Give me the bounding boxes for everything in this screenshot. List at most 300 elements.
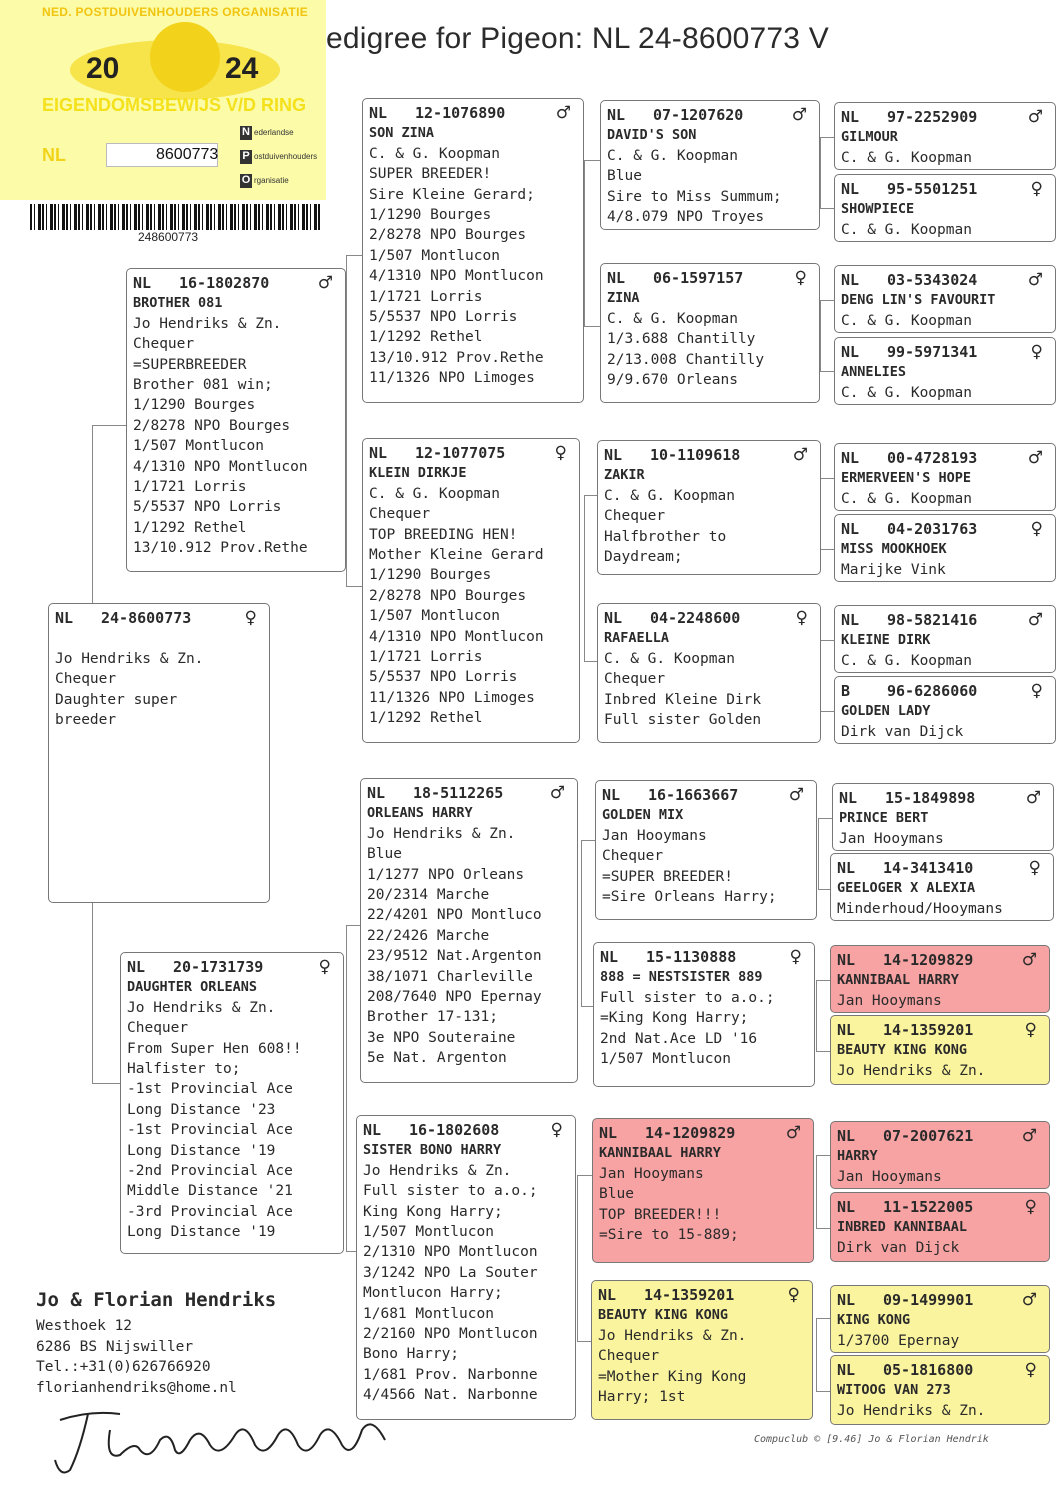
pigeon-name: MISS MOOKHOEK [841, 541, 947, 558]
pigeon-detail-line: 5/5537 NPO Lorris [369, 669, 518, 686]
pigeon-ring [55, 608, 191, 628]
pigeon-name: RAFAELLA [604, 630, 670, 647]
country-code: NL [127, 958, 146, 976]
pigeon-detail-line: TOP BREEDER!!! [599, 1206, 722, 1223]
pigeon-detail-line: Jo Hendriks & Zn. [367, 825, 516, 842]
pigeon-name: DAUGHTER ORLEANS [127, 979, 258, 996]
pigeon-detail-line: Full sister to a.o.; [363, 1183, 538, 1200]
page-title: edigree for Pigeon: NL 24-8600773 V [326, 22, 829, 55]
pigeon-details [837, 1401, 1043, 1421]
pigeon-card-nl-14-1359201-g [830, 1015, 1050, 1085]
ring-number: 10-1109618 [650, 446, 741, 464]
pigeon-ring [600, 947, 736, 967]
pigeon-header [841, 519, 1049, 539]
female-symbol-icon: ♀ [789, 947, 802, 967]
pigeon-detail-line: Mother Kleine Gerard [369, 547, 544, 564]
female-symbol-icon: ♀ [1028, 858, 1041, 878]
pigeon-card-nl-07-2007621 [830, 1121, 1050, 1189]
pigeon-name: KLEIN DIRKJE [369, 465, 467, 482]
pigeon-header [367, 783, 571, 803]
owner-email[interactable]: florianhendriks@home.nl [36, 1379, 237, 1396]
pigeon-name: KING KONG [837, 1312, 911, 1329]
barcode [30, 204, 320, 230]
pigeon-detail-line: Halfister to; [127, 1061, 241, 1078]
connector [816, 1155, 831, 1229]
pigeon-name: GILMOUR [841, 129, 898, 146]
pigeon-detail-line: =SUPERBREEDER [133, 356, 247, 373]
ring-certificate-title: EIGENDOMSBEWIJS V/D RING [42, 95, 307, 115]
pigeon-detail-line: SUPER BREEDER! [369, 166, 492, 183]
owner-street: Westhoek 12 [36, 1318, 133, 1335]
pigeon-ring [841, 270, 977, 290]
pigeon-name: SHOWPIECE [841, 201, 915, 218]
pigeon-detail-line: Marijke Vink [841, 561, 946, 578]
ring-number: 04-2248600 [650, 609, 741, 627]
country-code: NL [841, 449, 860, 467]
country-code: NL [600, 948, 619, 966]
pigeon-ring [363, 1120, 499, 1140]
country-code: NL [369, 444, 388, 462]
pigeon-detail-line: 2/8278 NPO Bourges [369, 227, 527, 244]
pigeon-name: GOLDEN LADY [841, 703, 931, 720]
male-symbol-icon: ♂ [792, 445, 808, 465]
pigeon-header [599, 1123, 807, 1143]
pigeon-header [604, 608, 814, 628]
pigeon-detail-line: Long Distance '19 [127, 1224, 276, 1241]
pigeon-name: DAVID'S SON [607, 127, 697, 144]
pigeon-detail-line: 1/3700 Epernay [837, 1332, 960, 1349]
pigeon-detail-line: Brother 17-131; [367, 1009, 498, 1026]
pigeon-detail-line: 1/1290 Bourges [133, 397, 256, 414]
pigeon-details [607, 309, 813, 391]
male-symbol-icon: ♂ [555, 103, 571, 123]
pigeon-ring [837, 1290, 973, 1310]
pigeon-name: KLEINE DIRK [841, 632, 931, 649]
country-code: NL [604, 609, 623, 627]
pigeon-detail-line: Full sister Golden [604, 712, 762, 729]
ring-number: 05-1816800 [883, 1361, 974, 1379]
male-symbol-icon: ♂ [317, 273, 333, 293]
footer-credit: Compuclub © [9.46] Jo & Florian Hendrik [754, 1434, 989, 1445]
pigeon-header [369, 443, 573, 463]
pigeon-card-nl-11-1522005 [830, 1192, 1050, 1262]
pigeon-card-nl-12-1077075 [362, 438, 580, 743]
pigeon-header [839, 788, 1047, 808]
pigeon-details [841, 383, 1049, 403]
ring-number: 15-1849898 [885, 789, 976, 807]
pigeon-detail-line: 1/1290 Bourges [369, 207, 492, 224]
pigeon-detail-line: Jan Hooymans [602, 827, 707, 844]
male-symbol-icon: ♂ [788, 785, 804, 805]
ring-number: 06-1597157 [653, 269, 744, 287]
pigeon-details [599, 1164, 807, 1246]
pigeon-header [837, 1290, 1043, 1310]
pigeon-header [55, 608, 263, 628]
pigeon-detail-line: Blue [607, 168, 642, 185]
pigeon-ring [841, 448, 977, 468]
pigeon-card-nl-04-2248600 [597, 603, 821, 743]
pigeon-name: SISTER BONO HARRY [363, 1142, 502, 1159]
country-code: NL [837, 1361, 856, 1379]
pigeon-card-nl-95-5501251 [834, 174, 1056, 242]
pigeon-detail-line: 5/5537 NPO Lorris [369, 309, 518, 326]
pigeon-details [369, 484, 573, 729]
pigeon-detail-line: Chequer [127, 1020, 189, 1037]
female-symbol-icon: ♀ [1030, 681, 1043, 701]
male-symbol-icon: ♂ [1021, 1126, 1037, 1146]
pigeon-details [367, 824, 571, 1069]
pigeon-details [839, 829, 1047, 849]
pigeon-card-nl-12-1076890 [362, 98, 584, 403]
ring-number: 00-4728193 [887, 449, 978, 467]
pigeon-details [363, 1161, 569, 1406]
ring-number: 96-6286060 [887, 682, 978, 700]
ring-year-left: 20 [86, 52, 120, 85]
pigeon-detail-line: Harry; 1st [598, 1389, 686, 1406]
pigeon-detail-line: Blue [599, 1186, 634, 1203]
npo-letter-n: N [240, 126, 252, 140]
pigeon-detail-line: 1/1292 Rethel [369, 710, 483, 727]
pigeon-details [837, 1167, 1043, 1187]
country-code: NL [602, 786, 621, 804]
pigeon-card-nl-20-1731739 [120, 952, 344, 1254]
pigeon-detail-line: 1/1292 Rethel [369, 329, 483, 346]
pigeon-details [841, 651, 1049, 671]
pigeon-header [837, 858, 1047, 878]
male-symbol-icon: ♂ [1027, 610, 1043, 630]
pigeon-detail-line: 11/1326 NPO Limoges [369, 370, 535, 387]
npo-line-1: N ederlandse [240, 126, 294, 140]
pigeon-detail-line: C. & G. Koopman [607, 147, 738, 164]
pigeon-name: BEAUTY KING KONG [598, 1307, 729, 1324]
pigeon-detail-line: 4/4566 Nat. Narbonne [363, 1387, 538, 1404]
country-code: NL [363, 1121, 382, 1139]
pigeon-ring [604, 608, 740, 628]
pigeon-detail-line: 1/507 Montlucon [133, 438, 264, 455]
ring-number: 16-1802608 [409, 1121, 500, 1139]
pigeon-card-nl-05-1816800 [830, 1355, 1050, 1425]
pigeon-detail-line: Dirk van Dijck [841, 723, 964, 740]
pigeon-detail-line: Sire Kleine Gerard; [369, 186, 535, 203]
pigeon-detail-line: =King Kong Harry; [600, 1010, 749, 1027]
pigeon-detail-line: 1/507 Montlucon [369, 247, 500, 264]
pigeon-name: ZAKIR [604, 467, 645, 484]
pigeon-detail-line: 2/1310 NPO Montlucon [363, 1244, 538, 1261]
ring-number: 16-1663667 [648, 786, 739, 804]
country-code: NL [599, 1124, 618, 1142]
male-symbol-icon: ♂ [791, 105, 807, 125]
pigeon-detail-line: 9/9.670 Orleans [607, 372, 738, 389]
ring-number: 16-1802870 [179, 274, 270, 292]
pigeon-header [837, 1126, 1043, 1146]
pigeon-ring [607, 268, 743, 288]
pigeon-card-nl-14-1209829-g [830, 945, 1050, 1013]
pigeon-detail-line: Jo Hendriks & Zn. [837, 1062, 986, 1079]
connector [820, 640, 835, 712]
pigeon-header [604, 445, 814, 465]
female-symbol-icon: ♀ [1030, 179, 1043, 199]
pigeon-ring [837, 950, 973, 970]
pigeon-detail-line: Middle Distance '21 [127, 1183, 293, 1200]
pigeon-ring [841, 519, 977, 539]
pigeon-detail-line: 1/3.688 Chantilly [607, 331, 756, 348]
pigeon-details [369, 144, 577, 389]
pigeon-ring [837, 1360, 973, 1380]
pigeon-detail-line: 38/1071 Charleville [367, 968, 533, 985]
pigeon-ring [127, 957, 263, 977]
pigeon-detail-line: 4/1310 NPO Montlucon [369, 628, 544, 645]
pigeon-header [602, 785, 810, 805]
pigeon-card-nl-15-1130888 [593, 942, 815, 1087]
pigeon-name: GOLDEN MIX [602, 807, 684, 824]
pigeon-detail-line: C. & G. Koopman [607, 310, 738, 327]
pigeon-detail-line: 2/2160 NPO Montlucon [363, 1326, 538, 1343]
pigeon-detail-line: 1/507 Montlucon [369, 608, 500, 625]
ring-number: 03-5343024 [887, 271, 978, 289]
handwritten-signature [50, 1400, 400, 1480]
pigeon-detail-line: Chequer [604, 671, 666, 688]
male-symbol-icon: ♂ [1021, 950, 1037, 970]
pigeon-detail-line: From Super Hen 608!! [127, 1040, 302, 1057]
pigeon-ring [837, 1197, 973, 1217]
country-code: NL [598, 1286, 617, 1304]
female-symbol-icon: ♀ [550, 1120, 563, 1140]
female-symbol-icon: ♀ [1030, 342, 1043, 362]
pigeon-ring [841, 342, 977, 362]
pigeon-card-nl-07-1207620 [600, 100, 820, 230]
pigeon-detail-line: =Sire Orleans Harry; [602, 889, 777, 906]
pigeon-detail-line: Jan Hooymans [839, 830, 944, 847]
pigeon-header [841, 448, 1049, 468]
pigeon-detail-line: C. & G. Koopman [841, 490, 972, 507]
pigeon-detail-line: Jo Hendriks & Zn. [133, 315, 282, 332]
pigeon-ring [604, 445, 740, 465]
ring-number: 14-1359201 [883, 1021, 974, 1039]
pigeon-detail-line: 13/10.912 Prov.Rethe [133, 540, 308, 557]
pigeon-details [837, 1238, 1043, 1258]
pigeon-header [363, 1120, 569, 1140]
pigeon-name: ANNELIES [841, 364, 907, 381]
pigeon-card-nl-24-8600773 [48, 603, 270, 903]
npo-line-2: P ostduivenhouders [240, 150, 317, 164]
pigeon-card-nl-99-5971341 [834, 337, 1056, 405]
pigeon-detail-line: TOP BREEDING HEN! [369, 526, 518, 543]
pigeon-name: ZINA [607, 290, 640, 307]
pigeon-ring [367, 783, 503, 803]
country-code: NL [133, 274, 152, 292]
pigeon-card-nl-14-1359201-p [591, 1280, 813, 1420]
pigeon-detail-line: 1/1292 Rethel [133, 519, 247, 536]
pigeon-detail-line: 2/13.008 Chantilly [607, 351, 765, 368]
pigeon-name: KANNIBAAL HARRY [837, 972, 959, 989]
pigeon-detail-line: Inbred Kleine Dirk [604, 691, 762, 708]
pigeon-detail-line: 23/9512 Nat.Argenton [367, 948, 542, 965]
owner-name: Jo & Florian Hendriks [36, 1289, 277, 1311]
country-code: NL [837, 1198, 856, 1216]
pigeon-detail-line: 22/4201 NPO Montluco [367, 907, 542, 924]
pigeon-detail-line: Chequer [604, 508, 666, 525]
ring-number: 14-3413410 [883, 859, 974, 877]
pigeon-detail-line: breeder [55, 712, 117, 729]
country-code: NL [841, 271, 860, 289]
male-symbol-icon: ♂ [549, 783, 565, 803]
country-code: B [841, 682, 851, 700]
pigeon-detail-line: 22/2426 Marche [367, 927, 490, 944]
pigeon-header [837, 1197, 1043, 1217]
female-symbol-icon: ♀ [1024, 1020, 1037, 1040]
country-code: NL [841, 343, 860, 361]
pigeon-name: WITOOG VAN 273 [837, 1382, 951, 1399]
pigeon-name: ERMERVEEN'S HOPE [841, 470, 972, 487]
pigeon-header [841, 610, 1049, 630]
pigeon-header [600, 947, 808, 967]
pigeon-detail-line: -1st Provincial Ace [127, 1081, 293, 1098]
pigeon-card-b-96-6286060 [834, 676, 1056, 744]
pigeon-detail-line: -3rd Provincial Ace [127, 1203, 293, 1220]
pigeon-detail-line: C. & G. Koopman [604, 650, 735, 667]
connector [584, 160, 601, 327]
ring-number: 8600773 [156, 146, 219, 163]
female-symbol-icon: ♀ [244, 608, 257, 628]
pigeon-ring [841, 681, 977, 701]
pigeon-ring [599, 1123, 735, 1143]
male-symbol-icon: ♂ [1027, 107, 1043, 127]
pigeon-detail-line: Long Distance '19 [127, 1142, 276, 1159]
pigeon-header [127, 957, 337, 977]
country-code: NL [841, 108, 860, 126]
pigeon-detail-line: C. & G. Koopman [841, 384, 972, 401]
pigeon-name: BROTHER 081 [133, 295, 223, 312]
pigeon-card-nl-15-1849898 [832, 783, 1054, 851]
female-symbol-icon: ♀ [795, 608, 808, 628]
pigeon-detail-line: 20/2314 Marche [367, 887, 490, 904]
npo-line-3: O rganisatie [241, 174, 289, 186]
ring-number: 07-1207620 [653, 106, 744, 124]
country-code: NL [837, 1021, 856, 1039]
pigeon-card-nl-16-1802870 [126, 268, 346, 572]
pigeon-detail-line: 2nd Nat.Ace LD '16 [600, 1030, 758, 1047]
pigeon-detail-line: 4/8.079 NPO Troyes [607, 209, 765, 226]
pigeon-name: DENG LIN'S FAVOURIT [841, 292, 996, 309]
pigeon-name: BEAUTY KING KONG [837, 1042, 968, 1059]
country-code: NL [841, 611, 860, 629]
pigeon-detail-line: -2nd Provincial Ace [127, 1163, 293, 1180]
lion-crest-icon [150, 22, 220, 92]
pigeon-card-nl-14-1209829-p [592, 1118, 814, 1263]
pigeon-detail-line: 1/681 Montlucon [363, 1305, 494, 1322]
pigeon-header [598, 1285, 806, 1305]
pigeon-card-nl-00-4728193 [834, 443, 1056, 511]
male-symbol-icon: ♂ [1027, 270, 1043, 290]
pigeon-detail-line: Dirk van Dijck [837, 1239, 960, 1256]
female-symbol-icon: ♀ [794, 268, 807, 288]
female-symbol-icon: ♀ [1024, 1197, 1037, 1217]
pigeon-ring [607, 105, 743, 125]
pigeon-detail-line: 1/1277 NPO Orleans [367, 866, 525, 883]
country-code: NL [607, 106, 626, 124]
country-code: NL [837, 859, 856, 877]
ring-org-name: NED. POSTDUIVENHOUDERS ORGANISATIE [42, 5, 309, 19]
pigeon-detail-line: 3e NPO Souteraine [367, 1029, 516, 1046]
ring-certificate [0, 0, 326, 250]
pigeon-ring [369, 103, 505, 123]
country-code: NL [607, 269, 626, 287]
pigeon-header [841, 179, 1049, 199]
pigeon-ring [133, 273, 269, 293]
pigeon-header [841, 342, 1049, 362]
pigeon-detail-line: Daydream; [604, 549, 683, 566]
pigeon-details [841, 489, 1049, 509]
country-code: NL [367, 784, 386, 802]
pigeon-card-nl-10-1109618 [597, 440, 821, 575]
pigeon-detail-line: Blue [367, 846, 402, 863]
ring-number: 15-1130888 [646, 948, 737, 966]
pigeon-detail-line: =Mother King Kong [598, 1368, 747, 1385]
pigeon-ring [602, 785, 738, 805]
pigeon-detail-line: 1/681 Prov. Narbonne [363, 1366, 538, 1383]
pigeon-header [369, 103, 577, 123]
pigeon-detail-line: Jan Hooymans [837, 1168, 942, 1185]
connector [816, 1318, 831, 1392]
pigeon-details [602, 826, 810, 908]
ring-number: 14-1209829 [883, 951, 974, 969]
pigeon-detail-line: 4/1310 NPO Montlucon [369, 268, 544, 285]
pigeon-detail-line: C. & G. Koopman [841, 312, 972, 329]
pigeon-card-nl-16-1802608 [356, 1115, 576, 1420]
pigeon-details [841, 311, 1049, 331]
pigeon-detail-line: Chequer [598, 1348, 660, 1365]
pigeon-detail-line: Jo Hendriks & Zn. [837, 1402, 986, 1419]
pigeon-detail-line: Chequer [369, 506, 431, 523]
pigeon-details [841, 220, 1049, 240]
pigeon-ring [369, 443, 505, 463]
ring-number: 14-1209829 [645, 1124, 736, 1142]
pigeon-detail-line: 2/8278 NPO Bourges [369, 587, 527, 604]
pigeon-detail-line: Jo Hendriks & Zn. [127, 999, 276, 1016]
country-code: NL [837, 951, 856, 969]
country-code: NL [369, 104, 388, 122]
pigeon-header [607, 105, 813, 125]
pigeon-name: GEELOGER X ALEXIA [837, 880, 976, 897]
ring-number: 07-2007621 [883, 1127, 974, 1145]
pigeon-detail-line: 5/5537 NPO Lorris [133, 499, 282, 516]
pigeon-details [841, 560, 1049, 580]
pigeon-header [837, 950, 1043, 970]
pigeon-detail-line: Jan Hooymans [837, 992, 942, 1009]
female-symbol-icon: ♀ [1030, 519, 1043, 539]
connector [92, 425, 128, 606]
pigeon-detail-line: C. & G. Koopman [841, 652, 972, 669]
ring-number: 12-1076890 [415, 104, 506, 122]
pigeon-details [841, 722, 1049, 742]
pigeon-detail-line: C. & G. Koopman [369, 145, 500, 162]
country-code: NL [55, 609, 74, 627]
ring-number: 97-2252909 [887, 108, 978, 126]
pigeon-detail-line: Jan Hooymans [599, 1165, 704, 1182]
pigeon-details [604, 486, 814, 568]
pigeon-details [133, 314, 339, 559]
male-symbol-icon: ♂ [1021, 1290, 1037, 1310]
pigeon-details [837, 899, 1047, 919]
pigeon-card-nl-04-2031763 [834, 514, 1056, 582]
owner-block [36, 1290, 276, 1398]
npo-letter-o: O [241, 174, 251, 186]
pigeon-header [607, 268, 813, 288]
pigeon-detail-line: Brother 081 win; [133, 377, 273, 394]
pigeon-card-nl-14-3413410 [830, 853, 1054, 921]
ring-number: 99-5971341 [887, 343, 978, 361]
pigeon-detail-line: 208/7640 NPO Epernay [367, 989, 542, 1006]
